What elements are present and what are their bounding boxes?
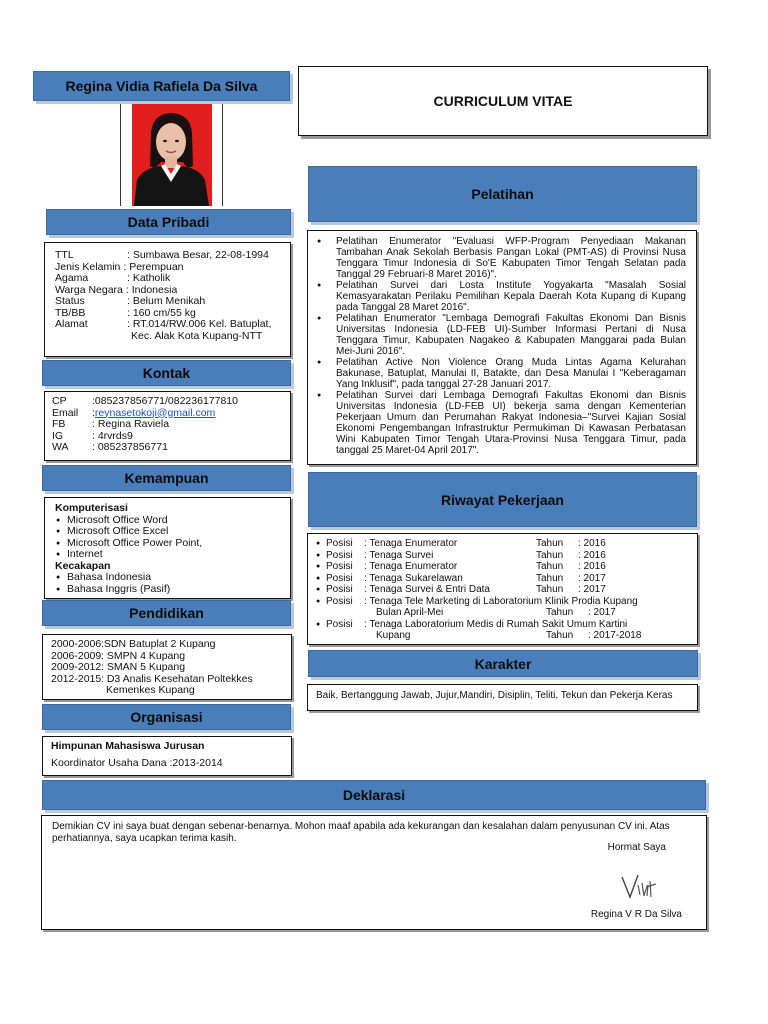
data-pribadi-header: Data Pribadi [46, 209, 291, 235]
riwayat-pos: Posisi [326, 572, 353, 584]
list-item: ● Microsoft Office Excel [55, 526, 280, 538]
bahasa-list [55, 572, 280, 595]
riwayat-row [316, 561, 691, 573]
portrait-image [121, 104, 222, 206]
riwayat-job: : Tenaga Laboratorium Medis di Rumah Sakit Umum Kartini [364, 618, 628, 630]
dp-row: Jenis Kelamin : Perempuan [55, 260, 184, 273]
list-item: ● Bahasa Inggris (Pasif) [55, 584, 280, 596]
riwayat-tahun: Tahun [546, 607, 574, 618]
pendidikan-header: Pendidikan [42, 600, 291, 626]
dp-row: Agama : Katholik [55, 272, 171, 284]
dp-row: Warga Negara : Indonesia [55, 283, 178, 296]
riwayat-year: : 2017 [588, 607, 616, 618]
riwayat-pos: Posisi [326, 618, 353, 630]
riwayat-year: : 2017 [578, 572, 606, 584]
cv-title: CURRICULUM VITAE [433, 93, 573, 109]
riwayat-year: : 2016 [578, 549, 606, 561]
riwayat-year: : 2016 [578, 538, 606, 549]
data-pribadi-rows [55, 250, 280, 342]
riwayat-pos: Posisi [326, 595, 353, 607]
pendidikan-row: 2012-2015 : D3 Analis Kesehatan Poltekkes [51, 672, 253, 685]
pelatihan-box [307, 230, 697, 465]
deklarasi-text: Demikian CV ini saya buat dengan sebenar-benarnya. Mohon maaf apabila ada kekurangan dan kesalahan dalam penyusunan CV ini. Atas perhatiannya, saya ucapkan terima kasih. [52, 821, 670, 844]
pendidikan-row-cont: Kemenkes Kupang [106, 684, 195, 696]
pendidikan-box [42, 634, 292, 700]
list-item: ● Pelatihan Enumerator "Lembaga Demografi Fakultas Ekonomi Dan Bisnis Universitas Indonesia (LD-FEB UI)-Sumber Informasi Pertani di Nusa Tenggara Timur, Kabupaten Nagakeo & Kabupaten Manggarai pada Bulan Mei-Juni 2016". [316, 313, 686, 357]
list-item: ● Pelatihan Enumerator "Evaluasi WFP-Program Penyediaan Makanan Tambahan Anak Sekolah Berbasis Pangan Lokal (PMT-AS) di Provinsi Nusa Tenggara Timur Indonesia di So'E Kabupaten Timor Tengah Selatan pada Tanggal 29 Februari-8 Maret 2016)". [316, 236, 686, 280]
riwayat-tahun: Tahun [536, 572, 564, 584]
name-text: Regina Vidia Rafiela Da Silva [65, 78, 258, 94]
org-name: Himpunan Mahasiswa Jurusan [51, 740, 205, 752]
deklarasi-box [41, 815, 707, 930]
karakter-header: Karakter [308, 650, 698, 677]
riwayat-job: : Tenaga Tele Marketing di Laboratorium Klinik Prodia Kupang [364, 595, 638, 607]
riwayat-tahun: Tahun [536, 549, 564, 561]
kontak-header: Kontak [42, 360, 291, 386]
list-item: ● Microsoft Office Word [55, 515, 280, 527]
list-item: ● Pelatihan Survei dari Lembaga Demografi Fakultas Ekonomi dan Bisnis Universitas Indonesia (LD-FEB UI) bekerja sama dengan Kementerian Pekerjaan Umum dan Perumahan Rakyat Indonesia–"Survei Kajian Sosial Ekonomi Pengembangan Infrastruktur Permukiman Di Kawasan Perbatasan Wini Kabupaten Timor Tengah Utara-Provinsi Nusa Tenggara Timur, pada tanggal 25 Maret-04 April 2017". [316, 390, 686, 456]
riwayat-row [316, 573, 691, 585]
riwayat-year: : 2017-2018 [588, 630, 642, 641]
riwayat-pos: Posisi [326, 584, 353, 595]
riwayat-cont: Bulan April-Mei [376, 607, 444, 618]
closing-text: Hormat Saya [607, 842, 666, 853]
riwayat-pos: Posisi [326, 561, 353, 572]
bullet-icon: ● [316, 540, 321, 547]
riwayat-cont: Kupang [376, 630, 411, 641]
bullet-icon: ● [316, 563, 321, 570]
riwayat-year: : 2017 [578, 584, 606, 595]
riwayat-row-cont [316, 607, 691, 619]
riwayat-header: Riwayat Pekerjaan [308, 472, 697, 527]
riwayat-job: : Tenaga Survei [364, 549, 434, 561]
riwayat-tahun: Tahun [546, 630, 574, 641]
riwayat-box [307, 533, 698, 645]
list-item: ● Internet [55, 549, 280, 561]
riwayat-row [316, 619, 691, 631]
list-item: ● Microsoft Office Power Point, [55, 538, 280, 550]
kontak-row: IG : 4rvrds9 [52, 429, 133, 442]
kontak-row: CP :085237856771/082236177810 [52, 395, 238, 407]
name-header [33, 71, 290, 101]
karakter-text: Baik, Bertanggung Jawab, Jujur,Mandiri, Disiplin, Teliti, Tekun dan Pekerja Keras [316, 690, 673, 701]
organisasi-header: Organisasi [42, 704, 291, 730]
kontak-box [44, 391, 291, 461]
riwayat-tahun: Tahun [536, 538, 564, 549]
organisasi-box [42, 736, 292, 776]
pelatihan-header: Pelatihan [308, 166, 697, 222]
kemampuan-header: Kemampuan [42, 465, 291, 491]
riwayat-job: : Tenaga Survei & Entri Data [364, 584, 490, 595]
signature-image [620, 871, 660, 901]
kontak-row: FB : Regina Raviela [52, 418, 170, 430]
signer-name: Regina V R Da Silva [590, 909, 682, 920]
riwayat-tahun: Tahun [536, 561, 564, 572]
dp-row-cont: Kec. Alak Kota Kupang-NTT [131, 329, 263, 342]
riwayat-job: : Tenaga Enumerator [364, 561, 458, 572]
riwayat-list [316, 538, 691, 642]
profile-photo [120, 104, 223, 206]
komputer-list [55, 515, 280, 561]
riwayat-tahun: Tahun [536, 584, 564, 595]
cv-title-box [298, 66, 708, 136]
pendidikan-row: 2006-2009 : SMPN 4 Kupang [51, 649, 186, 662]
bullet-icon: ● [316, 586, 321, 593]
riwayat-pos: Posisi [326, 549, 353, 561]
bullet-icon: ● [316, 551, 321, 559]
data-pribadi-box [44, 242, 291, 357]
dp-row: TB/BB : 160 cm/55 kg [55, 306, 196, 319]
pendidikan-row: 2000-2006 :SDN Batuplat 2 Kupang [51, 638, 216, 650]
dp-row: Status : Belum Menikah [55, 295, 206, 307]
riwayat-job: : Tenaga Sukarelawan [364, 572, 463, 584]
pelatihan-list [316, 236, 686, 456]
karakter-box [307, 684, 698, 711]
list-item: ● Pelatihan Active Non Violence Orang Muda Lintas Agama Kelurahan Bakunase, Batuplat, Manulai II, Batakte, dan Desa Manulai I "Keberagaman Yang Inklusif", pada tanggal 27-28 Januari 2017. [316, 357, 686, 390]
riwayat-row [316, 550, 691, 562]
email-link[interactable]: reynasetokoji@gmail.com [94, 406, 216, 419]
kontak-row: WA : 085237856771 [52, 441, 168, 453]
komputer-title: Komputerisasi [55, 502, 128, 514]
dp-row: TTL : Sumbawa Besar, 22-08-1994 [55, 249, 269, 261]
pendidikan-row: 2009-2012 : SMAN 5 Kupang [51, 661, 186, 673]
list-item: ● Bahasa Indonesia [55, 572, 280, 584]
bullet-icon: ● [316, 574, 321, 582]
bullet-icon: ● [316, 620, 321, 628]
riwayat-year: : 2016 [578, 561, 606, 572]
riwayat-row [316, 596, 691, 608]
list-item: ● Pelatihan Survei dari Losta Institute Yogyakarta "Masalah Sosial Kemasyarakatan Perilaku Pemilihan Kepala Daerah Kota Kupang di Kupang pada Tanggal 28 Maret 2016". [316, 280, 686, 313]
kontak-row: Email : reynasetokoji@gmail.com [52, 406, 216, 419]
riwayat-row [316, 538, 691, 550]
bullet-icon: ● [316, 597, 321, 605]
kemampuan-box [44, 497, 291, 599]
riwayat-row [316, 584, 691, 596]
riwayat-pos: Posisi [326, 538, 353, 549]
org-role: Koordinator Usaha Dana :2013-2014 [51, 756, 223, 769]
riwayat-row-cont [316, 630, 691, 642]
bahasa-title: Kecakapan [55, 559, 111, 572]
dp-row: Alamat : RT.014/RW.006 Kel. Batuplat, [55, 318, 272, 330]
deklarasi-header: Deklarasi [42, 780, 706, 810]
riwayat-job: : Tenaga Enumerator [364, 538, 458, 549]
